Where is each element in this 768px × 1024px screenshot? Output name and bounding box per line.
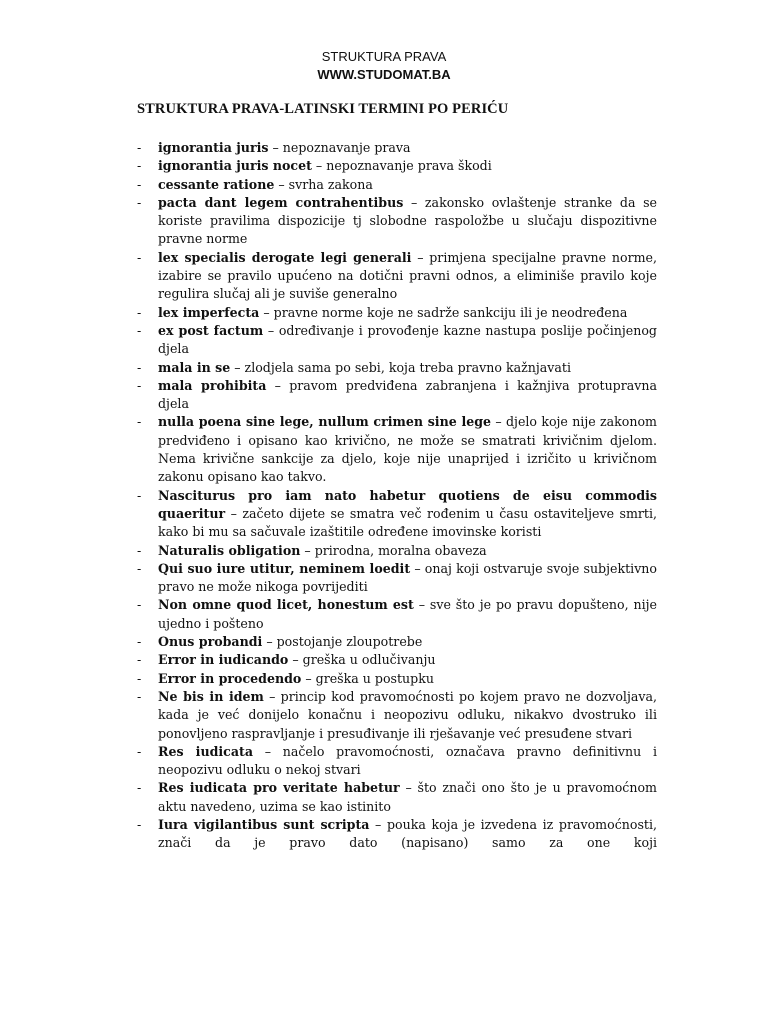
list-item — [137, 359, 657, 377]
latin-term: Error in iudicando — [158, 652, 289, 668]
term-definition: – zakonsko ovlaštenje stranke da se koriste pravilima dispozicije tj slobodne raspoložbe u slučaju dispozitivne pravne norme — [158, 194, 658, 247]
list-item — [137, 560, 657, 597]
latin-term: Res iudicata — [158, 743, 253, 759]
document-title: STRUKTURA PRAVA-LATINSKI TERMINI PO PERIĆU — [137, 101, 509, 117]
latin-term: ignorantia juris nocet — [158, 158, 312, 174]
latin-term: nulla poena sine lege, nullum crimen sine lege — [158, 414, 492, 430]
list-item — [137, 304, 657, 322]
bullet-dash: - — [137, 652, 142, 668]
term-definition: – djelo koje nije zakonom predviđeno i opisano kao krivično, ne može se smatrati krivičnim djelom. Nema krivične sankcije za djelo, koje nije unaprijed i izričito u krivičnom zakonu opisano kao takvo. — [158, 414, 657, 485]
header-website: WWW.STUDOMAT.BA — [317, 67, 451, 82]
bullet-dash: - — [137, 597, 142, 613]
latin-term: Iura vigilantibus sunt scripta — [158, 816, 370, 832]
list-item — [137, 487, 657, 542]
term-definition: – načelo pravomoćnosti, označava pravno definitivnu i neopozivu odluku o nekoj stvari — [158, 743, 657, 778]
list-item — [137, 688, 657, 743]
list-item — [137, 816, 657, 853]
list-item — [137, 743, 657, 780]
term-definition: – pravne norme koje ne sadrže sankciju ili je neodređena — [259, 304, 628, 320]
latin-term: pacta dant legem contrahentibus — [158, 194, 404, 210]
list-item — [137, 542, 657, 560]
list-item — [137, 139, 657, 157]
bullet-dash: - — [137, 304, 142, 320]
list-item — [137, 670, 657, 688]
bullet-dash: - — [137, 249, 142, 265]
latin-term: mala prohibita — [158, 377, 267, 393]
term-definition: – određivanje i provođenje kazne nastupa poslije počinjenog djela — [158, 322, 657, 357]
latin-term: Non omne quod licet, honestum est — [158, 597, 414, 613]
latin-term: Res iudicata pro veritate habetur — [158, 780, 400, 796]
term-definition: – svrha zakona — [274, 176, 373, 192]
bullet-dash: - — [137, 688, 142, 704]
latin-term: Naturalis obligation — [158, 542, 301, 558]
latin-term: cessante ratione — [158, 176, 275, 192]
term-definition: – pravom predviđena zabranjena i kažnjiva protupravna djela — [158, 377, 658, 412]
bullet-dash: - — [137, 743, 142, 759]
term-definition: – greška u odlučivanju — [288, 652, 436, 668]
latin-term: Nasciturus pro iam nato habetur quotiens de eisu commodis quaeritur — [158, 487, 657, 521]
list-item — [137, 176, 657, 194]
bullet-dash: - — [137, 560, 142, 576]
list-item — [137, 157, 657, 175]
terms-list — [137, 139, 657, 853]
term-definition: – greška u postupku — [301, 670, 434, 686]
latin-term: mala in se — [158, 359, 231, 375]
bullet-dash: - — [137, 194, 142, 210]
bullet-dash: - — [137, 487, 142, 503]
list-item — [137, 377, 657, 414]
list-item — [137, 413, 657, 486]
latin-term: Ne bis in idem — [158, 688, 264, 704]
latin-term: ignorantia juris — [158, 140, 269, 155]
term-definition: – princip kod pravomoćnosti po kojem pravo ne dozvoljava, kada je već donijelo konačnu i neopozivu odluku, nikakvo dvostruko ili ponovljeno raspravljanje i presuđivanje ili rješavanje već presuđene stvari — [158, 688, 657, 741]
bullet-dash: - — [137, 322, 142, 338]
bullet-dash: - — [137, 359, 142, 375]
list-item — [137, 779, 657, 816]
term-definition: – što znači ono što je u pravomoćnom aktu navedeno, uzima se kao istinito — [158, 780, 657, 814]
list-item — [137, 633, 657, 651]
term-definition: – nepoznavanje prava — [268, 140, 411, 155]
list-item — [137, 194, 657, 249]
latin-term: Error in procedendo — [158, 670, 302, 686]
list-item — [137, 596, 657, 633]
term-definition: – primjena specijalne pravne norme, izabire se pravilo upućeno na dotični pravni odnos, a eliminiše pravilo koje regulira slučaj ali je suviše generalno — [158, 249, 657, 302]
term-definition: – nepoznavanje prava škodi — [311, 158, 492, 174]
term-definition: – zlodjela sama po sebi, koja treba pravno kažnjavati — [230, 359, 571, 375]
term-definition: – postojanje zloupotrebe — [262, 634, 423, 650]
bullet-dash: - — [137, 140, 142, 155]
bullet-dash: - — [137, 816, 142, 832]
latin-term: Qui suo iure utitur, neminem loedit — [158, 560, 411, 576]
bullet-dash: - — [137, 158, 142, 174]
latin-term: Onus probandi — [158, 634, 263, 650]
bullet-dash: - — [137, 780, 142, 796]
term-definition: – onaj koji ostvaruje svoje subjektivno pravo ne može nikoga povrijediti — [158, 560, 657, 595]
bullet-dash: - — [137, 634, 142, 650]
bullet-dash: - — [137, 670, 142, 686]
bullet-dash: - — [137, 542, 142, 558]
list-item — [137, 322, 657, 359]
latin-term: ex post factum — [158, 322, 264, 338]
term-definition: – začeto dijete se smatra več rođenim u času ostaviteljeve smrti, kako bi mu sa sačuvale izaštitile određene imovinske koristi — [158, 505, 657, 540]
term-definition: – prirodna, moralna obaveza — [300, 542, 487, 558]
latin-term: lex specialis derogate legi generali — [158, 249, 412, 265]
term-definition: – pouka koja je izvedena iz pravomoćnosti, znači da je pravo dato (napisano) samo za one koji — [158, 816, 657, 851]
list-item — [137, 651, 657, 669]
header-title: STRUKTURA PRAVA — [321, 49, 447, 64]
list-item — [137, 249, 657, 304]
term-definition: – sve što je po pravu dopušteno, nije ujedno i pošteno — [158, 597, 657, 631]
bullet-dash: - — [137, 414, 142, 430]
latin-term: lex imperfecta — [158, 304, 260, 320]
bullet-dash: - — [137, 377, 142, 393]
bullet-dash: - — [137, 176, 142, 192]
